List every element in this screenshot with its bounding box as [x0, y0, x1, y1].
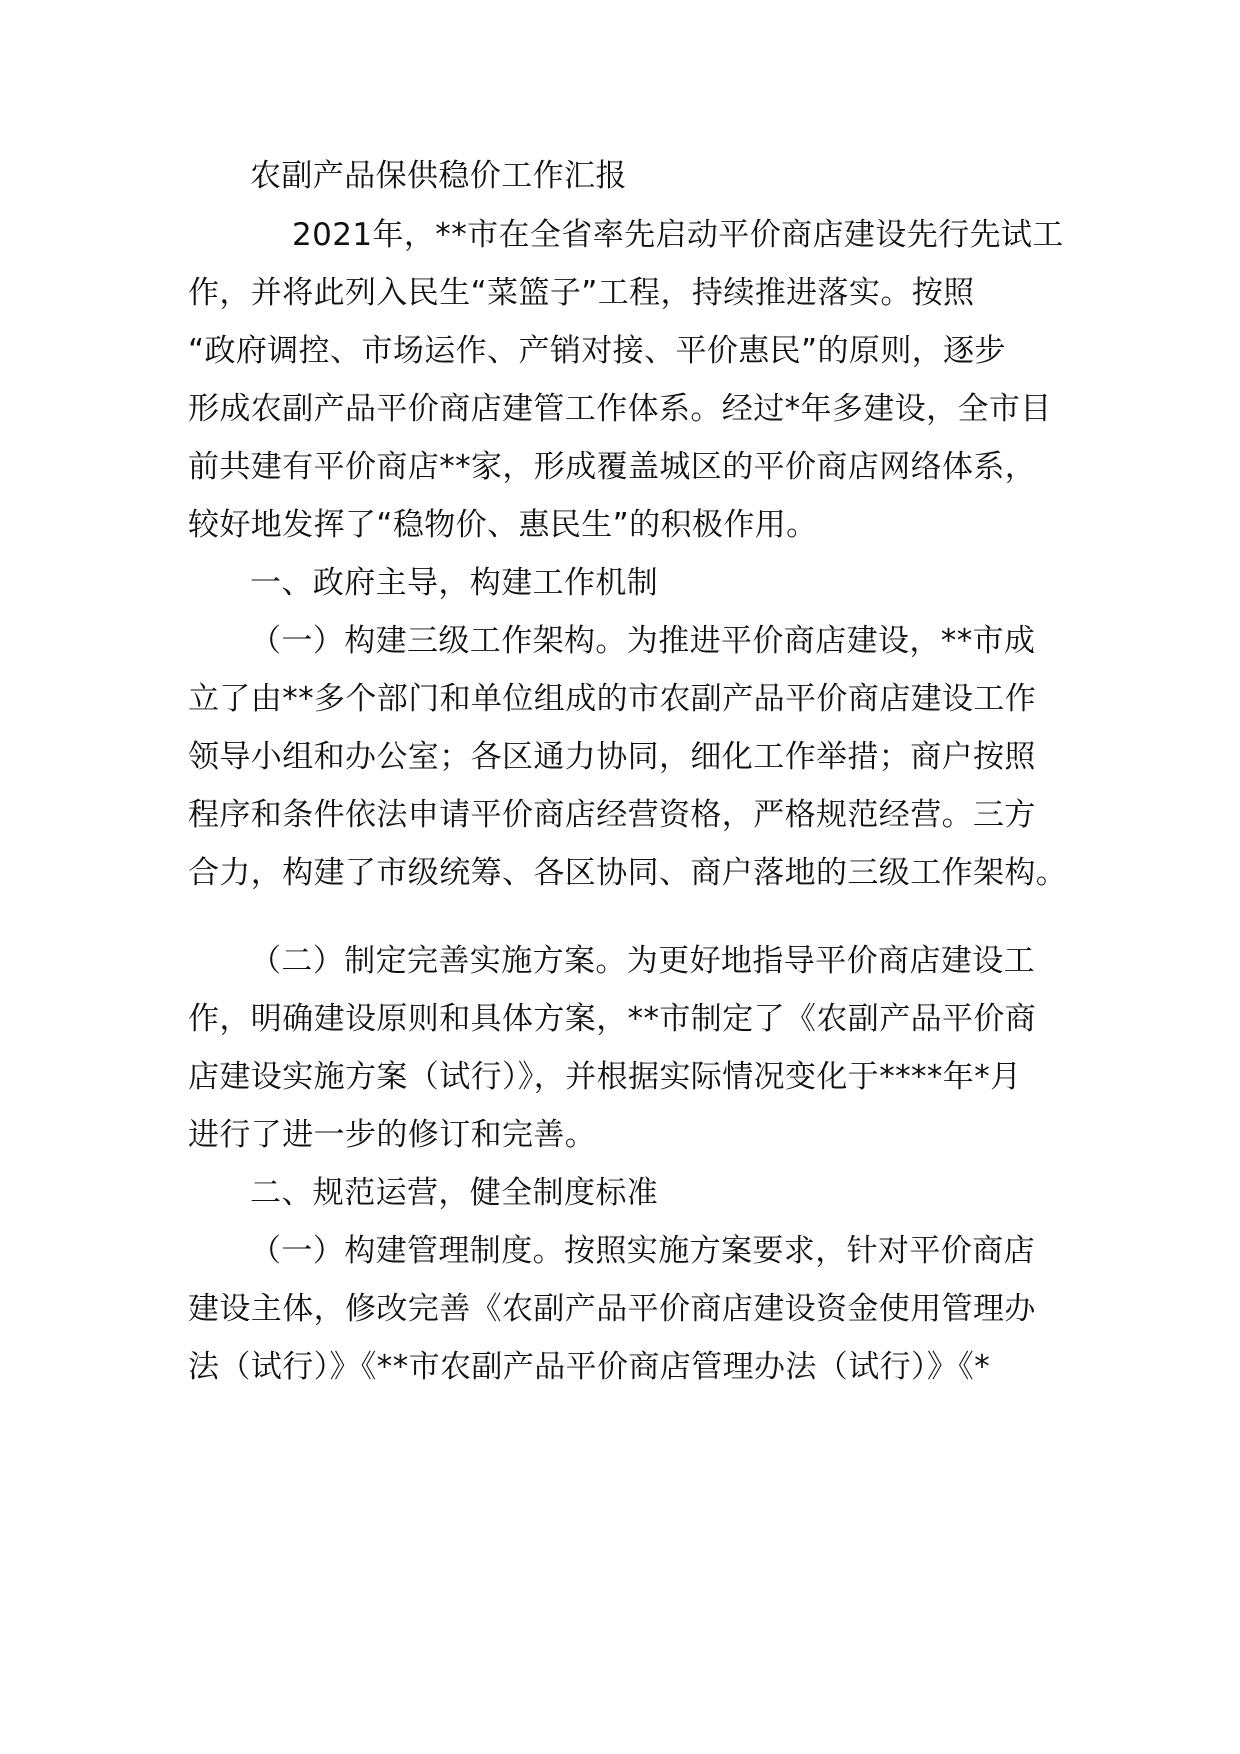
section1-para2-line-2: 作，明确建设原则和具体方案，**市制定了《农副产品平价商	[188, 1001, 1037, 1037]
intro-line-6: 较好地发挥了“稳物价、惠民生”的积极作用。	[188, 507, 818, 543]
section2-para1-line-3: 法（试行）》《**市农副产品平价商店管理办法（试行）》《*	[188, 1349, 991, 1385]
intro-line-3: “政府调控、市场运作、产销对接、平价惠民”的原则，逐步	[188, 333, 1006, 369]
intro-line-1-text: 年，**市在全省率先启动平价商店建设先行先试工	[372, 217, 1064, 253]
intro-line-1	[292, 214, 1064, 256]
section1-para1-line-4: 程序和条件依法申请平价商店经营资格，严格规范经营。三方	[188, 797, 1036, 833]
section2-para1-line-1: （一）构建管理制度。按照实施方案要求，针对平价商店	[250, 1233, 1035, 1269]
intro-year: 2021	[292, 217, 373, 253]
section2-heading: 二、规范运营，健全制度标准	[250, 1175, 659, 1211]
document-title: 农副产品保供稳价工作汇报	[250, 158, 627, 194]
section1-heading: 一、政府主导，构建工作机制	[250, 565, 659, 601]
section1-para1-line-2: 立了由**多个部门和单位组成的市农副产品平价商店建设工作	[188, 681, 1037, 717]
intro-line-2: 作，并将此列入民生“菜篮子”工程，持续推进落实。按照	[188, 275, 975, 311]
intro-line-5: 前共建有平价商店**家，形成覆盖城区的平价商店网络体系，	[188, 449, 1037, 485]
intro-line-4: 形成农副产品平价商店建管工作体系。经过*年多建设，全市目	[188, 391, 1052, 427]
section1-para2-line-1: （二）制定完善实施方案。为更好地指导平价商店建设工	[250, 943, 1035, 979]
section1-para2-line-3: 店建设实施方案（试行）》，并根据实际情况变化于****年*月	[188, 1059, 1022, 1095]
section1-para1-line-5: 合力，构建了市级统筹、各区协同、商户落地的三级工作架构。	[188, 855, 1068, 891]
section1-para1-line-3: 领导小组和办公室；各区通力协同，细化工作举措；商户按照	[188, 739, 1036, 775]
section1-para1-line-1: （一）构建三级工作架构。为推进平价商店建设，**市成	[250, 623, 1036, 659]
section1-para2-line-4: 进行了进一步的修订和完善。	[188, 1117, 597, 1153]
section2-para1-line-2: 建设主体，修改完善《农副产品平价商店建设资金使用管理办	[188, 1291, 1036, 1327]
